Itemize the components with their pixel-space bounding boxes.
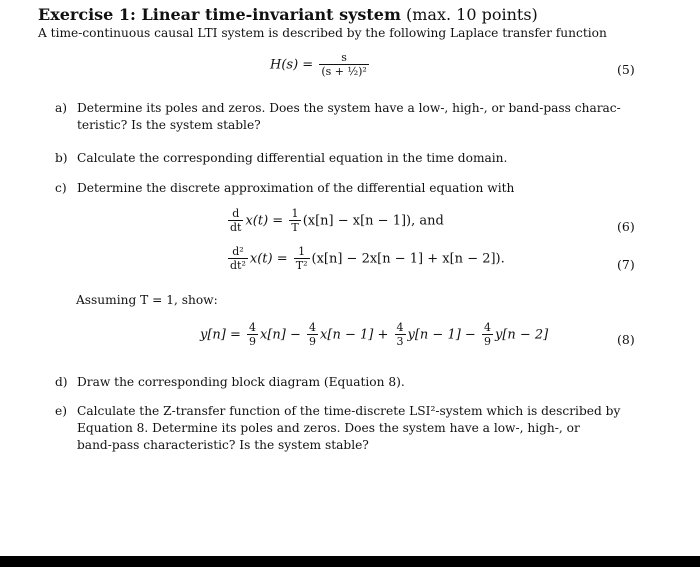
eq7-d-den: dt² bbox=[230, 259, 246, 272]
eq6-c-den: T bbox=[291, 221, 299, 234]
eq6-d-num: d bbox=[232, 207, 240, 220]
eq8-frac-3 bbox=[395, 322, 406, 348]
eq7-c-num: 1 bbox=[298, 245, 306, 258]
item-e-label: e) bbox=[55, 404, 67, 418]
bottom-black-bar bbox=[0, 556, 700, 567]
eq8-frac-4 bbox=[482, 322, 493, 348]
eq8-lhs: y[n] = bbox=[200, 327, 241, 343]
item-c-label: c) bbox=[55, 181, 67, 195]
eq5-lhs: H(s) = bbox=[270, 57, 314, 73]
equation-7 bbox=[226, 246, 505, 272]
equation-8 bbox=[200, 322, 548, 348]
eq6-d-den: dt bbox=[230, 221, 242, 234]
eq7-rhs: (x[n] − 2x[n − 1] + x[n − 2]). bbox=[311, 251, 505, 267]
eq8-f2-num: 4 bbox=[309, 321, 317, 334]
item-b-text: Calculate the corresponding differential equation in the time domain. bbox=[77, 151, 508, 165]
item-e bbox=[55, 403, 635, 457]
eq6-coefficient bbox=[289, 208, 300, 234]
item-c bbox=[55, 180, 635, 198]
eq8-f4-num: 4 bbox=[483, 321, 491, 334]
eq8-f3-den: 3 bbox=[396, 335, 404, 348]
eq6-xt: x(t) = bbox=[245, 213, 284, 229]
eq8-f1-den: 9 bbox=[249, 335, 257, 348]
equation-7-number: (7) bbox=[617, 257, 635, 272]
eq8-f4-den: 9 bbox=[483, 335, 491, 348]
eq8-f1-num: 4 bbox=[249, 321, 257, 334]
item-a bbox=[55, 100, 635, 136]
title-bold: Exercise 1: Linear time-invariant system bbox=[38, 5, 401, 24]
eq6-rhs: (x[n] − x[n − 1]), and bbox=[302, 213, 444, 229]
assumption-text: Assuming T = 1, show: bbox=[76, 293, 218, 307]
item-b-label: b) bbox=[55, 151, 68, 165]
equation-6-number: (6) bbox=[617, 219, 635, 234]
intro-text: A time-continuous causal LTI system is described by the following Laplace transfer function bbox=[38, 26, 607, 40]
eq7-derivative bbox=[228, 246, 248, 272]
title-points: (max. 10 points) bbox=[406, 5, 538, 24]
equation-8-number: (8) bbox=[617, 332, 635, 347]
eq8-f3-num: 4 bbox=[396, 321, 404, 334]
item-e-line-2: Equation 8. Determine its poles and zeros. Does the system have a low-, high-, or bbox=[77, 421, 580, 435]
item-e-line-3: band-pass characteristic? Is the system stable? bbox=[77, 438, 369, 452]
item-e-line-1: Calculate the Z-transfer function of the time-discrete LSI²-system which is described by bbox=[77, 404, 621, 418]
equation-6 bbox=[226, 208, 444, 234]
eq6-derivative bbox=[228, 208, 243, 234]
item-d-text: Draw the corresponding block diagram (Equation 8). bbox=[77, 375, 405, 389]
item-a-label: a) bbox=[55, 101, 68, 115]
eq8-term-2: x[n − 1] + bbox=[320, 327, 389, 343]
eq6-c-num: 1 bbox=[291, 207, 299, 220]
eq8-frac-1 bbox=[247, 322, 258, 348]
eq7-d-num: d² bbox=[232, 245, 244, 258]
item-d bbox=[55, 374, 635, 392]
eq5-fraction bbox=[319, 52, 369, 78]
item-d-label: d) bbox=[55, 375, 68, 389]
exercise-title bbox=[38, 5, 538, 24]
equation-5 bbox=[270, 52, 371, 78]
item-a-line-2: teristic? Is the system stable? bbox=[77, 118, 261, 132]
eq7-c-den: T² bbox=[295, 259, 308, 272]
eq7-xt: x(t) = bbox=[249, 251, 288, 267]
item-b bbox=[55, 150, 635, 168]
eq5-denominator: (s + ½)² bbox=[321, 65, 367, 78]
eq8-term-4: y[n − 2] bbox=[494, 327, 549, 343]
eq7-coefficient bbox=[294, 246, 310, 272]
eq5-numerator: s bbox=[341, 51, 347, 64]
eq8-frac-2 bbox=[307, 322, 318, 348]
eq8-term-1: x[n] − bbox=[260, 327, 301, 343]
eq8-f2-den: 9 bbox=[309, 335, 317, 348]
item-a-line-1: Determine its poles and zeros. Does the system have a low-, high-, or band-pass charac- bbox=[77, 101, 621, 115]
item-c-text: Determine the discrete approximation of the differential equation with bbox=[77, 181, 515, 195]
eq8-term-3: y[n − 1] − bbox=[407, 327, 476, 343]
equation-5-number: (5) bbox=[617, 62, 635, 77]
